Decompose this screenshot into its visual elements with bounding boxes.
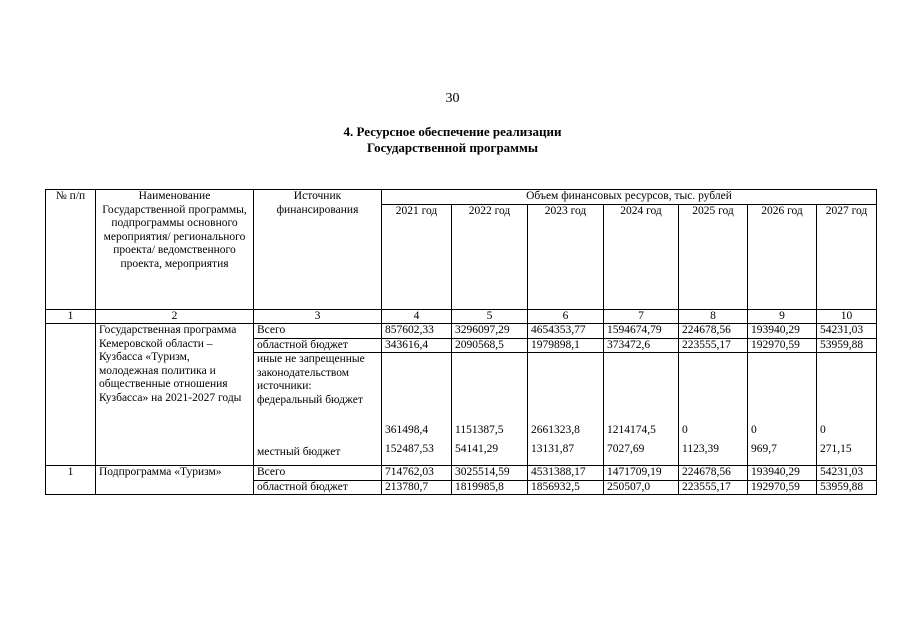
value-cell: 361498,4 [385,423,429,436]
page-number: 30 [445,91,460,106]
heading-line-1: 4. Ресурсное обеспечение реализации [343,124,562,139]
value-stack [528,353,604,466]
value-cell: 223555,17 [679,338,748,353]
value-cell: 1471709,19 [604,466,679,481]
value-cell: 152487,53 [385,442,434,455]
header-year: 2027 год [817,204,877,309]
value-cell: 4531388,17 [528,466,604,481]
value-cell: 1214174,5 [607,423,656,436]
col-number: 5 [452,309,528,324]
value-cell: 13131,87 [531,442,575,455]
header-volume: Объем финансовых ресурсов, тыс. рублей [382,190,877,205]
source-label: областной бюджет [254,338,382,353]
value-cell: 0 [751,423,757,436]
subprogram-row-total [46,466,877,481]
resource-table [45,189,877,495]
header-name: Наименование Государственной программы, подпрограммы основного мероприятия/ регионального проекта/ ведомственного проекта, мероприятия [96,190,254,310]
col-number: 2 [96,309,254,324]
program-name: Государственная программа Кемеровской области – Кузбасса «Туризм, молодежная политика и общественные отношения Кузбасса» на 2021-2027 годы [96,324,254,466]
col-number: 8 [679,309,748,324]
value-cell: 969,7 [751,442,777,455]
value-cell: 213780,7 [382,480,452,495]
subprogram-num: 1 [46,466,96,495]
header-year: 2024 год [604,204,679,309]
col-number: 1 [46,309,96,324]
header-row-1 [46,190,877,205]
value-cell: 1151387,5 [455,423,504,436]
value-stack [748,353,817,466]
value-cell: 192970,59 [748,480,817,495]
col-number: 4 [382,309,452,324]
value-cell: 1819985,8 [452,480,528,495]
value-stack [817,353,877,466]
value-cell: 54231,03 [817,324,877,339]
value-stack [452,353,528,466]
value-cell: 54231,03 [817,466,877,481]
header-year: 2021 год [382,204,452,309]
value-cell: 0 [682,423,688,436]
value-cell: 224678,56 [679,466,748,481]
value-cell: 857602,33 [382,324,452,339]
header-year: 2026 год [748,204,817,309]
column-number-row [46,309,877,324]
header-num: № п/п [46,190,96,310]
section-heading [0,124,905,156]
col-number: 7 [604,309,679,324]
value-cell: 4654353,77 [528,324,604,339]
value-cell: 224678,56 [679,324,748,339]
col-number: 9 [748,309,817,324]
subprogram-name: Подпрограмма «Туризм» [96,466,254,495]
source-label: Всего [254,324,382,339]
value-stack [604,353,679,466]
col-number: 6 [528,309,604,324]
value-stack [679,353,748,466]
value-cell: 1979898,1 [528,338,604,353]
col-number: 3 [254,309,382,324]
value-cell: 7027,69 [607,442,645,455]
heading-line-2: Государственной программы [366,140,539,155]
value-cell: 1856932,5 [528,480,604,495]
value-cell: 0 [820,423,826,436]
value-cell: 1123,39 [682,442,719,455]
value-cell: 3025514,59 [452,466,528,481]
header-year: 2022 год [452,204,528,309]
value-cell: 53959,88 [817,480,877,495]
value-cell: 373472,6 [604,338,679,353]
header-year: 2023 год [528,204,604,309]
value-cell: 193940,29 [748,466,817,481]
value-cell: 1594674,79 [604,324,679,339]
value-cell: 193940,29 [748,324,817,339]
value-stack [382,353,452,466]
source-label: иные не запрещенные законодательством источники: федеральный бюджет [257,353,365,406]
program-row-total [46,324,877,339]
value-cell: 53959,88 [817,338,877,353]
value-cell: 714762,03 [382,466,452,481]
value-cell: 223555,17 [679,480,748,495]
value-cell: 250507,0 [604,480,679,495]
source-stack [254,353,382,466]
value-cell: 343616,4 [382,338,452,353]
value-cell: 192970,59 [748,338,817,353]
source-label: местный бюджет [257,445,341,458]
value-cell: 2090568,5 [452,338,528,353]
source-label: областной бюджет [254,480,382,495]
header-source: Источник финансирования [254,190,382,310]
value-cell: 54141,29 [455,442,499,455]
value-cell: 271,15 [820,442,852,455]
value-cell: 3296097,29 [452,324,528,339]
program-num [46,324,96,466]
col-number: 10 [817,309,877,324]
value-cell: 2661323,8 [531,423,580,436]
header-year: 2025 год [679,204,748,309]
source-label: Всего [254,466,382,481]
